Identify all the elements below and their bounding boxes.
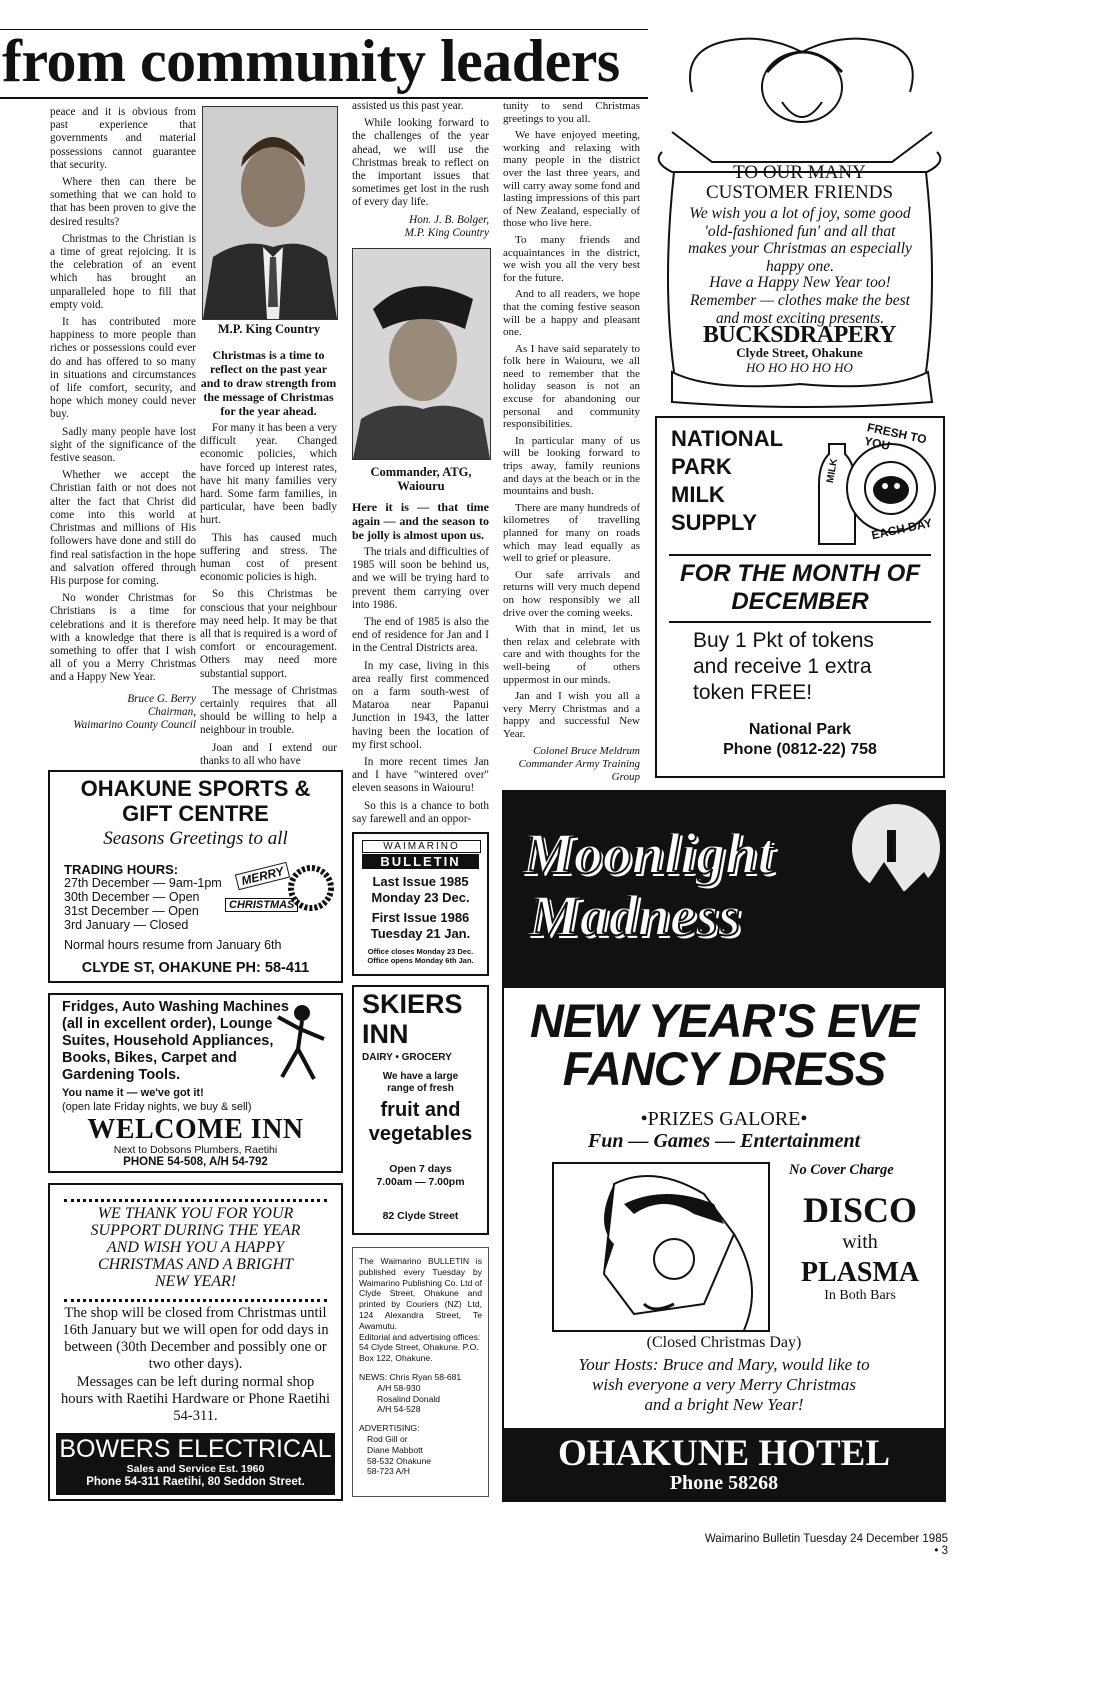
- nye-title-2: FANCY DRESS: [562, 1042, 886, 1095]
- article-column-1: [50, 106, 196, 732]
- headline: from community leaders: [2, 28, 620, 94]
- signature-name: Colonel Bruce Meldrum: [533, 744, 640, 757]
- intro-text: Here it is — that time again — and the season to be jolly is almost upon us.: [352, 500, 489, 542]
- imprint-advertising: ADVERTISING:: [359, 1423, 420, 1434]
- paragraph: While looking forward to the challenges of the year ahead, we will use the Christmas break to reflect on the important issues that sometimes get lost in the rush of every day life.: [352, 117, 489, 209]
- nye-prizes: •PRIZES GALORE•: [640, 1108, 808, 1130]
- paragraph: So this Christmas be conscious that your neighbour may need help. It may be that all that is required is a word of comfort or encouragement. Others may need more substantial support.: [200, 588, 338, 680]
- welcome-next: Next to Dobsons Plumbers, Raetihi: [113, 1144, 278, 1156]
- welcome-name: WELCOME INN: [87, 1114, 304, 1145]
- paragraph: tunity to send Christmas greetings to you all.: [503, 100, 640, 125]
- closed-christmas: (Closed Christmas Day): [646, 1334, 802, 1351]
- skiers-inn-ad: [352, 985, 489, 1235]
- milk-month-1: FOR THE MONTH OF: [680, 560, 920, 587]
- milk-arc-bottom: EACH DAY: [870, 515, 934, 543]
- welcome-line-7: (open late Friday nights, we buy & sell): [62, 1101, 252, 1113]
- sports-gift-ad: [48, 770, 343, 983]
- bulletin-office-closes: Office closes Monday 23 Dec.: [367, 947, 474, 956]
- imprint-news-1: NEWS: Chris Ryan 58-681: [359, 1371, 462, 1382]
- bowers-thanks-2: SUPPORT DURING THE YEAR: [90, 1222, 301, 1239]
- milk-offer-2: and receive 1 extra: [693, 655, 872, 678]
- paragraph: The trials and difficulties of 1985 will soon be behind us, and we will be trying hard to prevent them carrying over into 1986.: [352, 546, 489, 611]
- article-column-4: [503, 100, 640, 784]
- sports-greeting: Seasons Greetings to all: [103, 828, 288, 849]
- portrait-graphic: [203, 107, 337, 319]
- bulletin-first-issue: First Issue 1986: [371, 910, 470, 925]
- disco-with: with: [842, 1231, 878, 1253]
- paragraph: assisted us this past year.: [352, 100, 464, 112]
- intro-text: Christmas is a time to reflect on the past year and to draw strength from the message of Christmas for the year ahead.: [200, 348, 337, 418]
- paragraph: In more recent times Jan and I have "wintered over" eleven seasons in Waiouru!: [352, 756, 489, 795]
- photo-caption: M.P. King Country: [217, 322, 321, 336]
- skiers-have-1: We have a large: [382, 1071, 459, 1082]
- bowers-thanks-4: CHRISTMAS AND A BRIGHT: [97, 1256, 294, 1273]
- imprint-news-4: A/H 54-528: [377, 1404, 421, 1415]
- signature-name: Hon. J. B. Bolger,: [409, 213, 489, 226]
- milk-arc-top: FRESH TO YOU: [862, 420, 928, 453]
- signature-title: M.P. King Country: [404, 226, 489, 239]
- paragraph: Jan and I wish you all a very Merry Christmas and a happy and successful New Year.: [503, 690, 640, 740]
- photo-commander: [352, 248, 491, 460]
- welcome-phone: PHONE 54-508, A/H 54-792: [123, 1156, 268, 1168]
- milk-phone: Phone (0812-22) 758: [723, 741, 877, 758]
- bucks-name: BUCKSDRAPERY: [702, 322, 897, 348]
- sports-christmas-badge: CHRISTMAS: [225, 898, 298, 912]
- imprint-news-3: Rosalind Donald: [377, 1393, 441, 1404]
- paragraph: Sadly many people have lost sight of the significance of the festive season.: [50, 425, 196, 465]
- milk-name-1: NATIONAL: [671, 426, 784, 451]
- skiers-name-2: INN: [362, 1019, 409, 1049]
- sports-hours-3: 31st December — Open: [64, 904, 199, 918]
- bucks-line-2: CUSTOMER FRIENDS: [705, 182, 894, 203]
- bucks-line-1: TO OUR MANY: [733, 162, 866, 183]
- skiers-open-1: Open 7 days: [389, 1163, 452, 1175]
- bucks-remember: Remember — clothes make the best and most exciting presents.: [690, 292, 910, 327]
- welcome-line-1: Fridges, Auto Washing Machines: [62, 999, 289, 1015]
- paragraph: The end of 1985 is also the end of residence for Jan and I in the Central Districts area.: [352, 616, 489, 655]
- nye-cover: No Cover Charge: [789, 1162, 894, 1178]
- sports-address: CLYDE ST, OHAKUNE PH: 58-411: [81, 960, 310, 976]
- sports-title-2: GIFT CENTRE: [122, 801, 269, 826]
- paragraph: In my case, living in this area really first commenced on a farm south-west of Mataroa near Papanui Junction in 1943, the latter having been the location of my first school.: [352, 659, 489, 751]
- welcome-line-2: (all in excellent order), Lounge: [62, 1016, 273, 1032]
- paragraph: In particular many of us will be looking forward to trips away, family reunions and days at the beach or in the mountains and bush.: [503, 434, 640, 498]
- disco-label: DISCO: [802, 1190, 918, 1230]
- hosts-line-3: and a bright New Year!: [644, 1395, 804, 1414]
- paragraph: No wonder Christmas for Christians is a time for celebrations and it is therefore with a knowledge that there is something to offer that I wish all of you a Merry Christmas and a Happy New Year.: [50, 592, 196, 684]
- bulletin-notice: [352, 832, 489, 976]
- article-column-2: [200, 348, 337, 772]
- signature-title: Commander Army Training: [518, 757, 640, 770]
- bowers-name: BOWERS ELECTRICAL: [59, 1435, 332, 1463]
- bucks-drapery-ad: [652, 32, 947, 410]
- paragraph: There are many hundreds of kilometres of travelling planned for many on roads which may lead equally as well to grief or pleasure.: [503, 501, 640, 565]
- headphone-girl-icon: [554, 1164, 768, 1330]
- decorative-garland: [64, 1289, 327, 1302]
- bulletin-last-issue: Last Issue 1985: [372, 874, 469, 889]
- milk-ad: [655, 416, 945, 778]
- bulletin-logo: BULLETIN: [362, 854, 479, 869]
- welcome-line-5: Gardening Tools.: [62, 1067, 181, 1083]
- skiers-name-1: SKIERS: [362, 989, 463, 1019]
- imprint-publisher: The Waimarino BULLETIN is published every Tuesday by Waimarino Publishing Co. Ltd of Clyde Street, Ohakune and printed by Couriers (NZ) Ltd, 124 Alexandra Street, Te Awamutu.: [359, 1256, 482, 1331]
- bowers-thanks-1: WE THANK YOU FOR YOUR: [97, 1205, 294, 1222]
- milk-offer-1: Buy 1 Pkt of tokens: [693, 629, 874, 652]
- milk-name-3: MILK: [671, 482, 725, 507]
- hosts-line-1: Your Hosts: Bruce and Mary, would like to: [578, 1355, 870, 1374]
- signature-org: Group: [611, 770, 640, 783]
- bowers-thanks-3: AND WISH YOU A HAPPY: [106, 1239, 285, 1256]
- imprint-news-2: A/H 58-930: [377, 1382, 421, 1393]
- divider: [669, 554, 931, 556]
- dancing-figure-icon: [268, 999, 334, 1087]
- sports-normal-hours: Normal hours resume from January 6th: [64, 938, 282, 952]
- bowers-ad: [48, 1183, 343, 1501]
- imprint-offices: Editorial and advertising offices: 54 Clyde Street, Ohakune. P.O. Box 122, Ohakune.: [359, 1331, 481, 1364]
- bulletin-office-opens: Office opens Monday 6th Jan.: [367, 956, 474, 965]
- imprint-adv-4: 58-723 A/H: [367, 1466, 410, 1477]
- page-footer: Waimarino Bulletin Tuesday 24 December 1985 • 3: [704, 1533, 948, 1557]
- bulletin-first-date: Tuesday 21 Jan.: [370, 926, 471, 941]
- bowers-thanks-5: NEW YEAR!: [154, 1273, 237, 1290]
- bowers-closure-text: The shop will be closed from Christmas until 16th January but we will open for odd days in between (30th December and possibly one or two other days).: [62, 1305, 329, 1372]
- paragraph: With that in mind, let us then relax and celebrate with care and with thoughts for the well-being of others uppermost in our minds.: [503, 623, 640, 686]
- paragraph: So this is a chance to both say farewell and an oppor-: [352, 799, 489, 825]
- bucks-new-year: Have a Happy New Year too!: [709, 274, 891, 291]
- bucks-message: We wish you a lot of joy, some good 'old-fashioned fun' and all that makes your Christmas an especially happy one.: [688, 205, 912, 275]
- imprint-adv-3: 58-532 Ohakune: [367, 1455, 432, 1466]
- nye-title-1: NEW YEAR'S EVE: [529, 994, 919, 1047]
- paragraph: As I have said separately to folk here in Waiouru, we all need to remember that the holiday season is not an excuse for abandoning our personal and community responsibilities.: [503, 342, 640, 431]
- hosts-line-2: wish everyone a very Merry Christmas: [592, 1375, 856, 1394]
- christmas-wreath-icon: [288, 860, 334, 916]
- article-column-3-top: [352, 100, 489, 240]
- paragraph: It has contributed more happiness to more people than riches or possessions could ever do and has offered to so many in situations and circumstances of life comfort, security, and hope which money could never buy.: [50, 316, 196, 421]
- paragraph: Our safe arrivals and returns will very much depend on how responsibly we all drive over the coming weeks.: [503, 568, 640, 619]
- nye-fun: Fun — Games — Entertainment: [587, 1130, 861, 1152]
- imprint-adv-1: Rod Gill or: [367, 1433, 408, 1444]
- disco-bars: In Both Bars: [824, 1288, 896, 1303]
- skiers-open-2: 7.00am — 7.00pm: [376, 1176, 465, 1188]
- milk-place: National Park: [748, 721, 852, 738]
- sports-hours-1: 27th December — 9am-1pm: [64, 876, 222, 890]
- hotel-name: OHAKUNE HOTEL: [557, 1433, 891, 1474]
- photo-caption: Commander, ATG, Waiouru: [370, 465, 472, 493]
- paragraph: Where then can there be something that we can hold to that has been proven to give the desired results?: [50, 176, 196, 228]
- milk-offer-3: token FREE!: [693, 681, 813, 704]
- moonlight-line-1: Moonlight: [522, 821, 774, 886]
- signature-org: Waimarino County Council: [73, 718, 196, 731]
- bowers-est: Sales and Service Est. 1960: [126, 1463, 265, 1475]
- welcome-inn-ad: [48, 993, 343, 1173]
- milk-name-2: PARK: [671, 454, 732, 479]
- welcome-line-3: Suites, Household Appliances,: [62, 1033, 274, 1049]
- welcome-line-6: You name it — we've got it!: [62, 1087, 204, 1099]
- disco-plasma: PLASMA: [800, 1257, 920, 1288]
- paragraph: And to all readers, we hope that the coming festive season will be a happy and pleasant one.: [503, 288, 640, 339]
- bucks-address: Clyde Street, Ohakune: [736, 345, 863, 360]
- divider: [669, 621, 931, 623]
- paragraph: Christmas to the Christian is a time of great rejoicing. It is the celebration of an event which has brought an unparalleled hope to fill that empty void.: [50, 232, 196, 311]
- paragraph: This has caused much suffering and stress. The human cost of present economic policies is high.: [200, 531, 337, 584]
- imprint-box: [352, 1247, 489, 1497]
- paragraph: peace and it is obvious from past experience that governments and material possessions cannot guarantee that security.: [50, 106, 196, 171]
- headline-rule-bottom: [0, 97, 648, 99]
- signature-title: Chairman,: [147, 705, 196, 718]
- welcome-line-4: Books, Bikes, Carpet and: [62, 1050, 237, 1066]
- disco-girl-illustration: [552, 1162, 770, 1332]
- paragraph: We have enjoyed meeting, working and relaxing with many people in the district over the last three years, and will carry away some fond and lasting impressions of this part of New Zealand, especially of those who live here.: [503, 129, 640, 230]
- sports-hours-2: 30th December — Open: [64, 890, 200, 904]
- ohakune-hotel-ad: [502, 790, 946, 1502]
- skiers-address: 82 Clyde Street: [382, 1210, 459, 1222]
- paragraph: Whether we accept the Christian faith or not does not alter the fact that Christ did come into this world at Christmas and millions of His followers have done and still do find real satisfaction in the hope and salvation offered through His purpose for coming.: [50, 469, 196, 587]
- bucks-ho: HO HO HO HO HO: [746, 360, 853, 375]
- sports-hours-label: TRADING HOURS:: [64, 862, 179, 877]
- imprint-adv-2: Diane Mabbott: [367, 1444, 423, 1455]
- milk-name-4: SUPPLY: [671, 510, 758, 535]
- milk-month-2: DECEMBER: [731, 588, 869, 615]
- skiers-have-2: range of fresh: [387, 1083, 454, 1094]
- bowers-phone: Phone 54-311 Raetihi, 80 Seddon Street.: [86, 1476, 305, 1488]
- paragraph: For many it has been a very difficult year. Changed economic policies, which have forced up interest rates, have hit many families very hard. Some farm families, in particular, have been badly hurt.: [200, 422, 337, 527]
- signature-name: Bruce G. Berry: [127, 692, 196, 705]
- sports-merry-badge: MERRY: [235, 862, 290, 890]
- decorative-garland: [64, 1189, 327, 1202]
- paragraph: To many friends and acquaintances in the district, we wish you all the very best for the future.: [503, 233, 640, 284]
- portrait-graphic: [353, 249, 490, 459]
- article-column-3-bottom: [352, 500, 489, 830]
- skiers-dairy: DAIRY • GROCERY: [362, 1052, 452, 1063]
- milk-bottle-text: MILK: [825, 457, 841, 484]
- paragraph: Joan and I extend our thanks to all who have: [200, 741, 337, 767]
- skiers-fruit: fruit and: [380, 1099, 461, 1121]
- hotel-phone: Phone 58268: [669, 1472, 779, 1494]
- moonlight-line-2: Madness: [528, 883, 741, 948]
- sports-hours-4: 3rd January — Closed: [64, 918, 189, 932]
- photo-mp: [202, 106, 338, 320]
- skiers-vegetables: vegetables: [368, 1123, 473, 1145]
- paragraph: The message of Christmas certainly requires that all should be willing to help a neighbour in trouble.: [200, 684, 337, 737]
- bulletin-last-date: Monday 23 Dec.: [371, 890, 470, 905]
- sports-title-1: OHAKUNE SPORTS &: [80, 776, 311, 801]
- bulletin-waimarino: WAIMARINO: [362, 840, 481, 853]
- bowers-messages-text: Messages can be left during normal shop hours with Raetihi Hardware or Phone Raetihi 54-311.: [61, 1374, 330, 1424]
